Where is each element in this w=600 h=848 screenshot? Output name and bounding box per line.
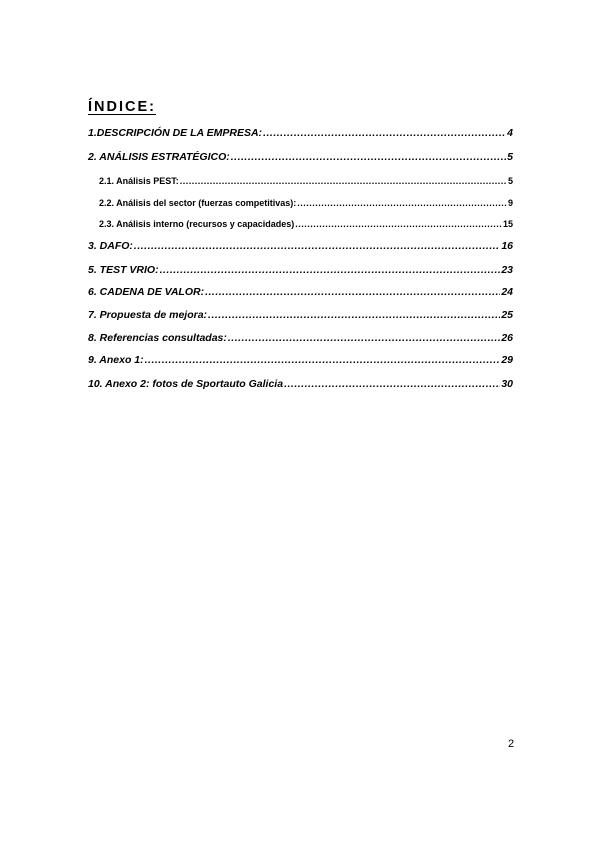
toc-entry-page: 24 bbox=[501, 286, 513, 298]
toc-leader-dots bbox=[295, 219, 502, 229]
toc-entry[interactable] bbox=[88, 332, 513, 344]
toc-entry[interactable] bbox=[88, 264, 513, 276]
toc-entry-page: 30 bbox=[501, 378, 513, 390]
toc-entry-label: 2. ANÁLISIS ESTRATÉGICO: bbox=[88, 151, 230, 163]
page-number: 2 bbox=[508, 738, 515, 750]
toc-entry-label: 8. Referencias consultadas: bbox=[88, 332, 227, 344]
toc-entry-label: 2.1. Análisis PEST: bbox=[99, 176, 179, 186]
toc-entry-label: 6. CADENA DE VALOR: bbox=[88, 286, 205, 298]
toc-entry[interactable] bbox=[88, 127, 513, 139]
toc-entry[interactable] bbox=[88, 240, 513, 252]
toc-entry[interactable] bbox=[88, 378, 513, 390]
toc-entry-label: 10. Anexo 2: fotos de Sportauto Galicia bbox=[88, 378, 284, 390]
toc-entry-label: 2.2. Análisis del sector (fuerzas competitivas): bbox=[99, 198, 297, 208]
toc-leader-dots bbox=[284, 378, 500, 390]
toc-entry-label: 9. Anexo 1: bbox=[88, 354, 144, 366]
toc-entry-label: 5. TEST VRIO: bbox=[88, 264, 159, 276]
toc-entry-page: 29 bbox=[501, 354, 513, 366]
toc-leader-dots bbox=[208, 309, 500, 321]
toc-entry-page: 25 bbox=[501, 309, 513, 321]
toc-leader-dots bbox=[263, 127, 506, 139]
toc-subentry[interactable] bbox=[99, 219, 513, 229]
toc-leader-dots bbox=[231, 151, 506, 163]
toc-subentry[interactable] bbox=[99, 198, 513, 208]
toc-entry-label: 3. DAFO: bbox=[88, 240, 133, 252]
toc-entry[interactable] bbox=[88, 309, 513, 321]
toc-entry-label: 2.3. Análisis interno (recursos y capacidades) bbox=[99, 219, 295, 229]
toc-entry-page: 15 bbox=[502, 219, 513, 229]
toc-leader-dots bbox=[297, 198, 507, 208]
toc-leader-dots bbox=[134, 240, 500, 252]
toc-leader-dots bbox=[205, 286, 500, 298]
toc-entry[interactable] bbox=[88, 151, 513, 163]
toc-entry-page: 26 bbox=[501, 332, 513, 344]
toc-leader-dots bbox=[160, 264, 501, 276]
toc-entry-page: 5 bbox=[507, 151, 513, 163]
toc-leader-dots bbox=[228, 332, 500, 344]
toc-entry[interactable] bbox=[88, 354, 513, 366]
toc-entry-label: 1.DESCRIPCIÓN DE LA EMPRESA: bbox=[88, 127, 263, 139]
toc-subentry[interactable] bbox=[99, 176, 513, 186]
toc-entry-page: 5 bbox=[507, 176, 513, 186]
toc-entry-page: 9 bbox=[507, 198, 513, 208]
toc-leader-dots bbox=[145, 354, 501, 366]
toc-entry-page: 23 bbox=[501, 264, 513, 276]
toc-entry[interactable] bbox=[88, 286, 513, 298]
toc-entry-page: 16 bbox=[501, 240, 513, 252]
toc-title: ÍNDICE: bbox=[88, 99, 156, 115]
toc-leader-dots bbox=[180, 176, 507, 186]
toc-entry-page: 4 bbox=[507, 127, 513, 139]
toc-entry-label: 7. Propuesta de mejora: bbox=[88, 309, 208, 321]
